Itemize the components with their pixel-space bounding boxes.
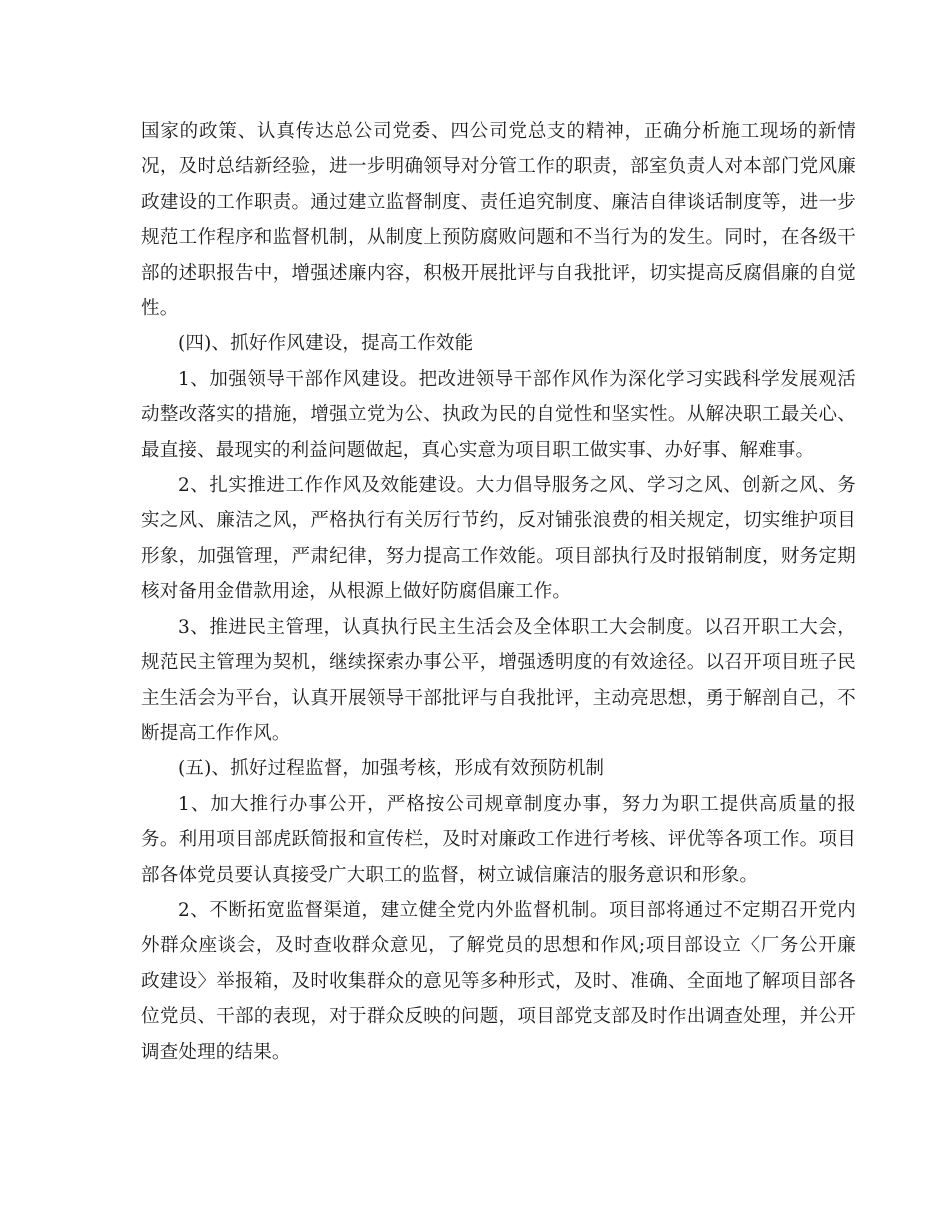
paragraph-8: 2、不断拓宽监督渠道，建立健全党内外监督机制。项目部将通过不定期召开党内外群众座谈会，及时查收群众意见，了解党员的思想和作风;项目部设立〈厂务公开廉政建设〉举报箱，及时收集群众的意见等多种形式，及时、准确、全面地了解项目部各位党员、干部的表现，对于群众反映的问题，项目部党支部及时作出调查处理，并公开调查处理的结果。 [141,899,856,1063]
section-heading-5: (五)、抓好过程监督，加强考核，形成有效预防机制 [178,758,605,780]
section-heading-4: (四)、抓好作风建设，提高工作效能 [178,333,474,355]
paragraph-7: 1、加大推行办事公开，严格按公司规章制度办事，努力为职工提供高质量的报务。利用项目部虎跃简报和宣传栏，及时对廉政工作进行考核、评优等各项工作。项目部各体党员要认真接受广大职工的监督，树立诚信廉洁的服务意识和形象。 [141,793,856,886]
paragraph-4: 2、扎实推进工作作风及效能建设。大力倡导服务之风、学习之风、创新之风、务实之风、廉洁之风，严格执行有关厉行节约，反对铺张浪费的相关规定，切实维护项目形象，加强管理，严肃纪律，努力提高工作效能。项目部执行及时报销制度，财务定期核对备用金借款用途，从根源上做好防腐倡廉工作。 [141,475,856,603]
paragraph-1: 国家的政策、认真传达总公司党委、四公司党总支的精神，正确分析施工现场的新情况，及时总结新经验，进一步明确领导对分管工作的职责，部室负责人对本部门党风廉政建设的工作职责。通过建立监督制度、责任追究制度、廉洁自律谈话制度等，进一步规范工作程序和监督机制，从制度上预防腐败问题和不当行为的发生。同时，在各级干部的述职报告中，增强述廉内容，积极开展批评与自我批评，切实提高反腐倡廉的自觉性。 [141,121,856,320]
paragraph-5: 3、推进民主管理，认真执行民主生活会及全体职工大会制度。以召开职工大会，规范民主管理为契机，继续探索办事公平，增强透明度的有效途径。以召开项目班子民主生活会为平台，认真开展领导干部批评与自我批评，主动亮思想，勇于解剖自己，不断提高工作作风。 [141,616,856,744]
paragraph-3: 1、加强领导干部作风建设。把改进领导干部作风作为深化学习实践科学发展观活动整改落实的措施，增强立党为公、执政为民的自觉性和坚实性。从解决职工最关心、最直接、最现实的利益问题做起，真心实意为项目职工做实事、办好事、解难事。 [141,368,856,461]
